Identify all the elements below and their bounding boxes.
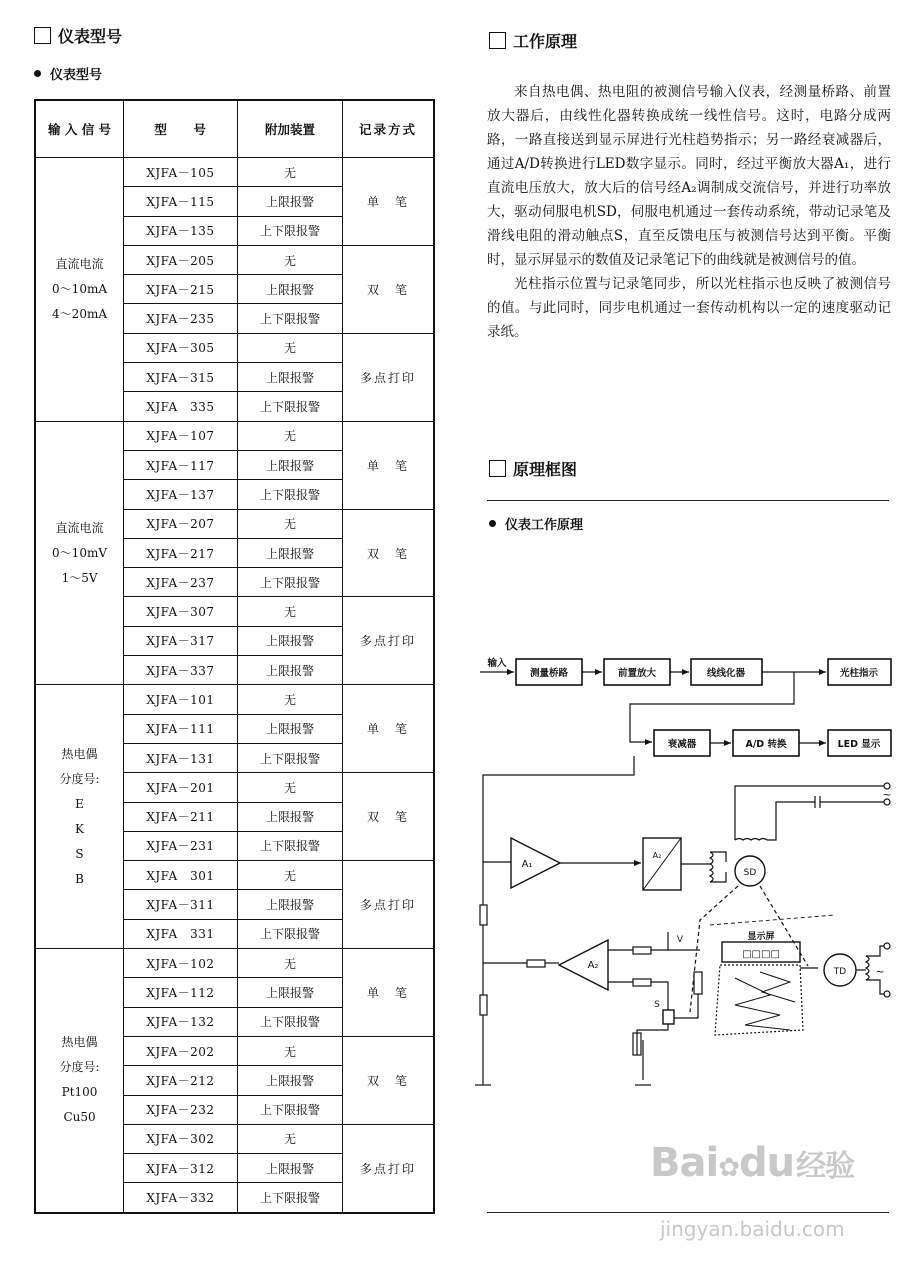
- header-model: 型 号: [124, 100, 238, 158]
- device-cell: 上下限报警: [237, 831, 342, 860]
- model-cell: XJFA－101: [124, 685, 238, 714]
- input-signal-line: K: [75, 821, 85, 836]
- device-cell: 无: [237, 509, 342, 538]
- device-cell: 上限报警: [237, 714, 342, 743]
- model-cell: XJFA－205: [124, 245, 238, 274]
- adc-label: A/D 转换: [745, 739, 787, 750]
- device-cell: 无: [237, 421, 342, 450]
- device-cell: 上下限报警: [237, 304, 342, 333]
- device-cell: 无: [237, 1036, 342, 1065]
- model-cell: XJFA－105: [124, 158, 238, 187]
- display-label: 显示屏: [747, 932, 775, 942]
- model-cell: XJFA－131: [124, 743, 238, 772]
- device-cell: 上下限报警: [237, 743, 342, 772]
- record-mode-cell: 多点打印: [343, 597, 434, 685]
- device-cell: 上下限报警: [237, 568, 342, 597]
- model-cell: XJFA 301: [124, 861, 238, 890]
- device-cell: 上下限报警: [237, 392, 342, 421]
- model-cell: XJFA－307: [124, 597, 238, 626]
- model-cell: XJFA－312: [124, 1154, 238, 1183]
- divider-bottom: [487, 1212, 889, 1213]
- device-cell: 上限报警: [237, 978, 342, 1007]
- device-cell: 无: [237, 597, 342, 626]
- device-cell: 无: [237, 158, 342, 187]
- header-device: 附加装置: [237, 100, 342, 158]
- input-signal-line: 热电偶: [61, 1035, 98, 1050]
- watermark-url: jingyan.baidu.com: [660, 1217, 845, 1241]
- model-cell: XJFA－137: [124, 480, 238, 509]
- device-cell: 上下限报警: [237, 480, 342, 509]
- sd-label: SD: [743, 868, 757, 878]
- input-signal-line: B: [75, 871, 84, 886]
- model-cell: XJFA－235: [124, 304, 238, 333]
- input-signal-line: S: [75, 846, 84, 861]
- principle-paragraph-2: 光柱指示位置与记录笔同步，所以光柱指示也反映了被测信号的值。与此同时，同步电机通过一套传动机构以一定的速度驱动记录纸。: [487, 276, 891, 340]
- device-cell: 无: [237, 773, 342, 802]
- model-cell: XJFA－232: [124, 1095, 238, 1124]
- device-cell: 上下限报警: [237, 1095, 342, 1124]
- record-mode-cell: 单 笔: [343, 685, 434, 773]
- preamp-label: 前置放大: [617, 668, 657, 679]
- record-mode-cell: 双 笔: [343, 1036, 434, 1124]
- model-cell: XJFA－317: [124, 626, 238, 655]
- attenuator-label: 衰减器: [667, 739, 697, 750]
- model-cell: XJFA 331: [124, 919, 238, 948]
- model-cell: XJFA－311: [124, 890, 238, 919]
- device-cell: 上限报警: [237, 538, 342, 567]
- model-cell: XJFA－231: [124, 831, 238, 860]
- model-cell: XJFA－115: [124, 187, 238, 216]
- input-signal-line: 0～10mA: [52, 281, 107, 296]
- a2-modulator-label: A₂: [652, 851, 662, 860]
- principle-paragraph-1: 来自热电偶、热电阻的被测信号输入仪表，经测量桥路、前置放大器后，由线性化器转换成统一线性信号。这时，电路分成两路，一路直接送到显示屏进行光柱趋势指示；另一路经衰减器后，通过A/D转换进行LED数字显示。同时，经过平衡放大器A₁，进行直流电压放大，放大后的信号经A₂调制成交流信号，并进行功率放大，驱动伺服电机SD，伺服电机通过一套传动系统，带动记录笔及滑线电阻的滑动触点S，直至反馈电压与被测信号达到平衡。平衡时，显示屏显示的数值及记录笔记下的曲线就是被测信号的值。: [487, 84, 891, 268]
- record-mode-cell: 双 笔: [343, 245, 434, 333]
- input-signal-line: 1～5V: [61, 570, 98, 585]
- record-mode-cell: 单 笔: [343, 949, 434, 1037]
- watermark-logo: Bai✿du经验: [650, 1140, 855, 1186]
- device-cell: 上限报警: [237, 363, 342, 392]
- device-cell: 无: [237, 861, 342, 890]
- paw-icon: ✿: [718, 1153, 739, 1183]
- td-label: TD: [833, 967, 847, 977]
- device-cell: 上限报警: [237, 187, 342, 216]
- principle-section-title: 工作原理: [513, 32, 578, 51]
- model-cell: XJFA－315: [124, 363, 238, 392]
- device-cell: 无: [237, 333, 342, 362]
- model-cell: XJFA－117: [124, 450, 238, 479]
- a2-amplifier: [559, 940, 608, 990]
- model-section-title: 仪表型号: [58, 27, 123, 46]
- record-mode-cell: 多点打印: [343, 861, 434, 949]
- device-cell: 上限报警: [237, 656, 342, 685]
- record-mode-cell: 双 笔: [343, 773, 434, 861]
- model-cell: XJFA－201: [124, 773, 238, 802]
- model-cell: XJFA－332: [124, 1183, 238, 1213]
- bar-label: 光柱指示: [839, 668, 879, 679]
- model-cell: XJFA－215: [124, 275, 238, 304]
- input-label: 输入: [487, 658, 507, 669]
- header-record-mode: 记录方式: [343, 100, 434, 158]
- bridge-label: 测量桥路: [529, 668, 569, 679]
- device-cell: 上限报警: [237, 1154, 342, 1183]
- device-cell: 无: [237, 685, 342, 714]
- model-cell: XJFA－102: [124, 949, 238, 978]
- a2-label: A₂: [587, 960, 599, 971]
- model-cell: XJFA－107: [124, 421, 238, 450]
- device-cell: 上限报警: [237, 626, 342, 655]
- device-cell: 上限报警: [237, 1066, 342, 1095]
- input-signal-line: 直流电流: [55, 520, 104, 535]
- model-cell: XJFA－132: [124, 1007, 238, 1036]
- slide-contact: [663, 1010, 674, 1024]
- tilde-td: ~: [875, 965, 885, 978]
- led-label: LED 显示: [837, 739, 881, 750]
- linearizer-label: 线线化器: [706, 668, 746, 679]
- input-signal-line: Pt100: [61, 1085, 98, 1100]
- device-cell: 上下限报警: [237, 216, 342, 245]
- model-cell: XJFA－302: [124, 1124, 238, 1153]
- device-cell: 上限报警: [237, 802, 342, 831]
- record-mode-cell: 单 笔: [343, 421, 434, 509]
- a1-label: A₁: [521, 859, 533, 870]
- input-signal-line: 分度号:: [59, 1060, 100, 1075]
- device-cell: 上限报警: [237, 275, 342, 304]
- record-mode-cell: 双 笔: [343, 509, 434, 597]
- input-signal-line: 直流电流: [55, 256, 104, 271]
- device-cell: 上下限报警: [237, 919, 342, 948]
- model-cell: XJFA 335: [124, 392, 238, 421]
- model-subtitle-text: 仪表型号: [50, 68, 103, 83]
- record-mode-cell: 单 笔: [343, 158, 434, 246]
- device-cell: 上限报警: [237, 890, 342, 919]
- input-signal-line: Cu50: [63, 1110, 96, 1125]
- header-input-signal: 输 入 信 号: [35, 100, 124, 158]
- tilde-supply: ~: [882, 788, 892, 801]
- model-cell: XJFA－337: [124, 656, 238, 685]
- model-cell: XJFA－212: [124, 1066, 238, 1095]
- model-cell: XJFA－237: [124, 568, 238, 597]
- model-cell: XJFA－202: [124, 1036, 238, 1065]
- input-signal-line: 热电偶: [61, 746, 98, 761]
- device-cell: 无: [237, 245, 342, 274]
- device-cell: 上下限报警: [237, 1183, 342, 1213]
- diagram-subtitle-text: 仪表工作原理: [505, 518, 584, 533]
- device-cell: 无: [237, 1124, 342, 1153]
- input-signal-line: 4～20mA: [52, 306, 107, 321]
- device-cell: 无: [237, 949, 342, 978]
- device-cell: 上下限报警: [237, 1007, 342, 1036]
- v-label: V: [676, 935, 684, 945]
- display-digits: □□□□: [742, 949, 780, 960]
- model-cell: XJFA－217: [124, 538, 238, 567]
- diagram-section-title: 原理框图: [513, 460, 578, 479]
- a1-amplifier: [511, 838, 560, 888]
- model-cell: XJFA－211: [124, 802, 238, 831]
- input-signal-line: 分度号:: [59, 771, 100, 786]
- s-label: S: [654, 1000, 660, 1010]
- input-signal-line: 0～10mV: [52, 545, 107, 560]
- model-cell: XJFA－305: [124, 333, 238, 362]
- device-cell: 上限报警: [237, 450, 342, 479]
- input-signal-line: E: [75, 796, 84, 811]
- model-cell: XJFA－135: [124, 216, 238, 245]
- model-cell: XJFA－207: [124, 509, 238, 538]
- record-mode-cell: 多点打印: [343, 1124, 434, 1212]
- model-cell: XJFA－111: [124, 714, 238, 743]
- record-mode-cell: 多点打印: [343, 333, 434, 421]
- model-cell: XJFA－112: [124, 978, 238, 1007]
